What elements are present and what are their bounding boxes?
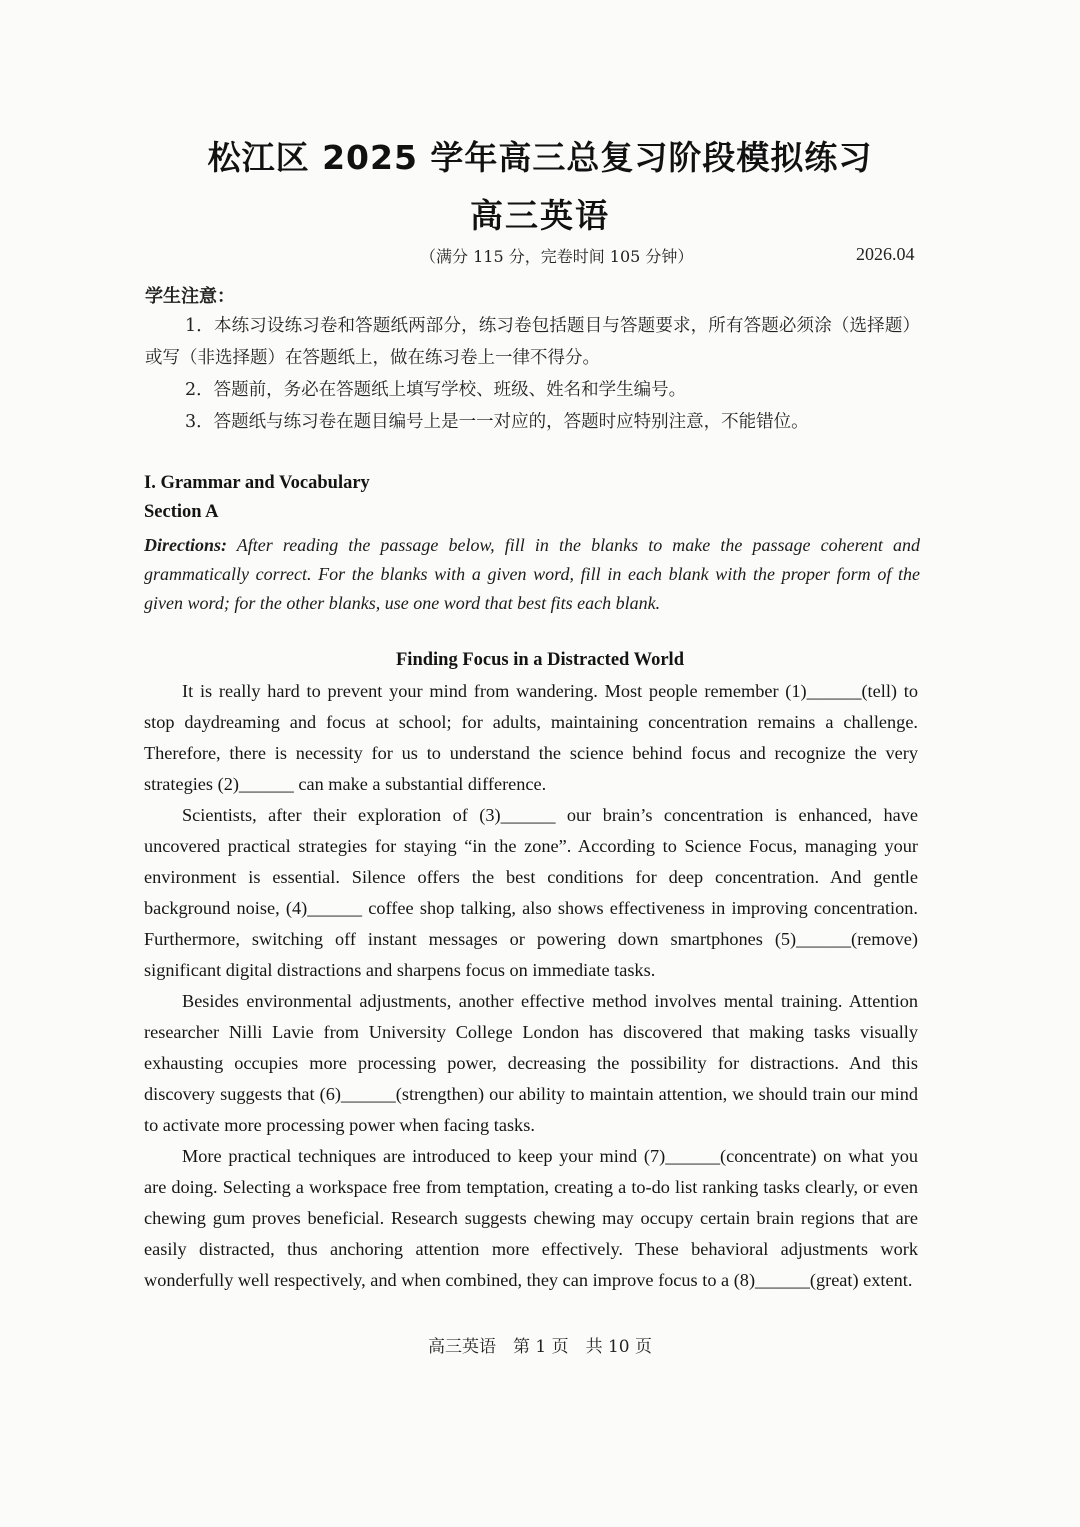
notice-item-1: 1．本练习设练习卷和答题纸两部分，练习卷包括题目与答题要求，所有答题必须涂（选择题）或写（非选择题）在答题纸上，做在练习卷上一律不得分。: [145, 316, 920, 368]
part-heading: I. Grammar and Vocabulary: [144, 473, 370, 493]
passage-title: Finding Focus in a Distracted World: [396, 650, 684, 670]
passage-body: [144, 676, 918, 1296]
passage-paragraph-4: More practical techniques are introduced to keep your mind (7)______(concentrate) on what you are doing. Selecting a workspace free from temptation, creating a to-do list ranking tasks clearly, or even chewing gum proves beneficial. Research suggests chewing may occupy certain brain regions that are easily distracted, thus anchoring attention more effectively. These behavioral adjustments work wonderfully well respectively, and when combined, they can improve focus to a (8)______(great) extent.: [144, 1146, 918, 1290]
page-footer: 高三英语 第 1 页 共 10 页: [427, 1337, 653, 1357]
exam-title: 松江区 2025 学年高三总复习阶段模拟练习: [207, 138, 873, 177]
notice-item-3: 3．答题纸与练习卷在题目编号上是一一对应的，答题时应特别注意，不能错位。: [185, 412, 809, 432]
exam-subtitle: 高三英语: [470, 196, 610, 235]
notice-heading: 学生注意：: [145, 286, 235, 307]
passage-paragraph-3: Besides environmental adjustments, another effective method involves mental training. Attention researcher Nilli Lavie from University College London has discovered that making tasks visually exhausting occupies more processing power, decreasing the possibility for distractions. And this discovery suggests that (6)______(strengthen) our ability to maintain attention, we should train our mind to activate more processing power when facing tasks.: [144, 991, 918, 1135]
directions-text: After reading the passage below, fill in the blanks to make the passage coherent and grammatically correct. For the blanks with a given word, fill in each blank with the proper form of the given word; for the other blanks, use one word that best fits each blank.: [144, 535, 920, 613]
directions-label: Directions:: [144, 535, 227, 555]
passage-paragraph-1: It is really hard to prevent your mind from wandering. Most people remember (1)______(tell) to stop daydreaming and focus at school; for adults, maintaining concentration remains a challenge. Therefore, there is necessity for us to understand the science behind focus and recognize the very strategies (2)______ can make a substantial difference.: [144, 681, 918, 794]
notice-item-2: 2．答题前，务必在答题纸上填写学校、班级、姓名和学生编号。: [185, 380, 687, 400]
score-info: （满分 115 分，完卷时间 105 分钟）: [420, 247, 694, 266]
directions: [144, 531, 920, 618]
exam-date: 2026.04: [856, 244, 915, 264]
section-heading: Section A: [144, 502, 219, 522]
passage-paragraph-2: Scientists, after their exploration of (3)______ our brain’s concentration is enhanced, have uncovered practical strategies for staying “in the zone”. According to Science Focus, managing your environment is essential. Silence offers the best conditions for deep concentration. And gentle background noise, (4)______ coffee shop talking, also shows effectiveness in improving concentration. Furthermore, switching off instant messages or powering down smartphones (5)______(remove) significant digital distractions and sharpens focus on immediate tasks.: [144, 805, 918, 980]
